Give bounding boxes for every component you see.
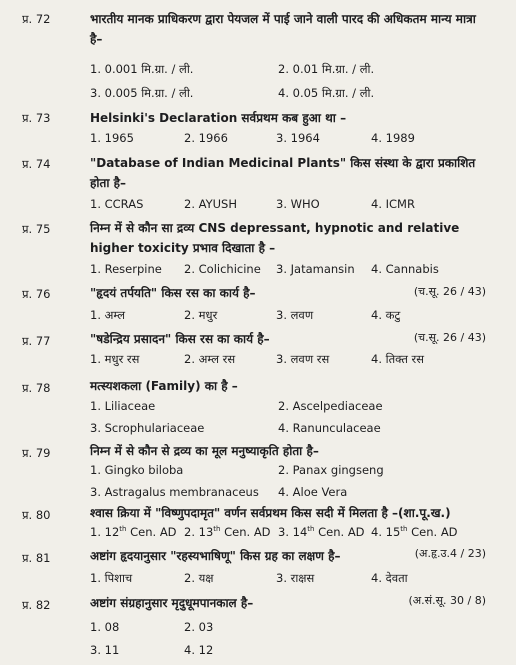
question-number: प्र. 74 [22,157,51,171]
question-number: प्र. 73 [22,111,51,125]
question-number: प्र. 80 [22,508,51,522]
question-number: प्र. 77 [22,334,51,348]
option-3: 3. Scrophulariaceae [90,421,205,435]
option-3: 3. WHO [276,197,320,211]
option-4: 4. कटु [371,308,401,322]
question-stem: "षडेन्द्रिय प्रसादन" किस रस का कार्य है– [90,332,270,346]
option-3: 3. 11 [90,643,120,657]
option-1: 1. 0.001 मि.ग्रा. / ली. [90,62,194,76]
option-1: 1. 08 [90,620,120,634]
question-stem: Helsinki's Declaration सर्वप्रथम कब हुआ था – [90,111,347,125]
option-1: 1. Reserpine [90,262,162,276]
option-3: 3. लवण रस [276,352,330,366]
option-2: 2. Panax gingseng [278,463,384,477]
option-3: 3. Astragalus membranaceus [90,485,259,499]
option-3: 3. लवण [276,308,314,322]
question-number: प्र. 72 [22,12,51,26]
question-number: प्र. 75 [22,222,51,236]
question-stem: निम्न में से कौन से द्रव्य का मूल मनुष्याकृति होता है– [90,444,319,458]
option-4: 4. 1989 [371,131,415,145]
option-4: 4. Aloe Vera [278,485,348,499]
option-1: 1. पिशाच [90,571,133,585]
option-4: 4. ICMR [371,197,415,211]
question-number: प्र. 76 [22,287,51,301]
question-number: प्र. 82 [22,598,51,612]
option-2: 2. 03 [184,620,214,634]
option-2: 2. यक्ष [184,571,214,585]
option-2: 2. 1966 [184,131,228,145]
reference: (च.सू. 26 / 43) [413,331,486,344]
question-stem: मत्स्यशकला (Family) का है – [90,379,238,393]
option-2: 2. अम्ल रस [184,352,236,366]
option-2: 2. मधुर [184,308,218,322]
option-1: 1. 1965 [90,131,134,145]
reference: (अ.सं.सू. 30 / 8) [408,594,486,607]
option-4: 4. तिक्त रस [371,352,425,366]
option-3: 3. 1964 [276,131,320,145]
option-2: 2. Ascelpediaceae [278,399,383,413]
question-stem: अष्टांग संग्रहानुसार मृदुधूमपानकाल है– [90,596,254,610]
question-stem: श्वास क्रिया में "विष्णुपदामृत" वर्णन सर्वप्रथम किस सदी में मिलता है –(शा.पू.ख.) [90,506,451,520]
option-2: 2. 13th Cen. AD [184,525,271,539]
option-3: 3. 0.005 मि.ग्रा. / ली. [90,86,194,100]
option-1: 1. 12th Cen. AD [90,525,177,539]
option-1: 1. अम्ल [90,308,126,322]
option-1: 1. CCRAS [90,197,144,211]
option-4: 4. 12 [184,643,214,657]
option-4: 4. Cannabis [371,262,439,276]
question-stem: निम्न में से कौन सा द्रव्य CNS depressant, hypnotic and relative higher toxicity प्रभाव दिखाता है – [90,221,460,255]
option-3: 3. 14th Cen. AD [278,525,365,539]
option-1: 1. Gingko biloba [90,463,184,477]
option-2: 2. 0.01 मि.ग्रा. / ली. [278,62,375,76]
option-2: 2. Colichicine [184,262,261,276]
option-4: 4. 15th Cen. AD [371,525,458,539]
option-1: 1. Liliaceae [90,399,156,413]
question-stem: "हृदयं तर्पयति" किस रस का कार्य है– [90,286,256,300]
option-2: 2. AYUSH [184,197,237,211]
option-3: 3. राक्षस [276,571,315,585]
reference: (च.सू. 26 / 43) [413,285,486,298]
question-number: प्र. 78 [22,381,51,395]
question-number: प्र. 81 [22,551,51,565]
option-4: 4. 0.05 मि.ग्रा. / ली. [278,86,375,100]
option-3: 3. Jatamansin [276,262,355,276]
question-stem: भारतीय मानक प्राधिकरण द्वारा पेयजल में पाई जाने वाली पारद की अधिकतम मान्य मात्रा है– [90,12,476,46]
option-4: 4. देवता [371,571,408,585]
reference: (अ.हृ.उ.4 / 23) [414,547,486,560]
option-4: 4. Ranunculaceae [278,421,381,435]
option-1: 1. मधुर रस [90,352,140,366]
question-number: प्र. 79 [22,446,51,460]
question-stem: अष्टांग हृदयानुसार "रहस्यभाषिणू" किस ग्रह का लक्षण है– [90,549,341,563]
question-stem: "Database of Indian Medicinal Plants" किस संस्था के द्वारा प्रकाशित होता है– [90,156,476,190]
